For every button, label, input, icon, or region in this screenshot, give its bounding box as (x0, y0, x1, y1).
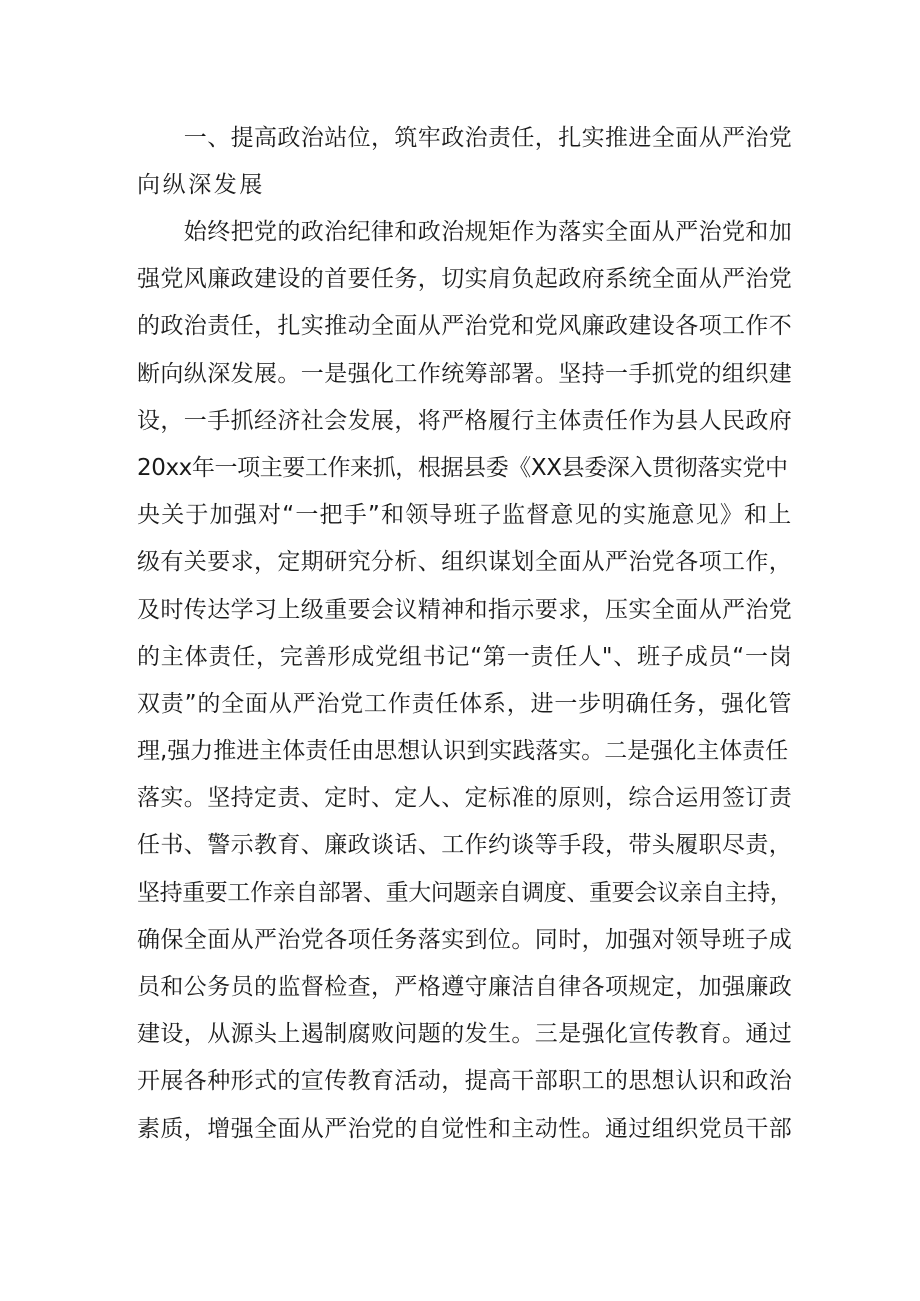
paragraph-line: 建设，从源头上遏制腐败问题的发生。三是强化宣传教育。通过 (137, 1021, 793, 1048)
paragraph-line: 设，一手抓经济社会发展，将严格履行主体责任作为县人民政府 (137, 407, 793, 434)
paragraph-line: 的主体责任，完善形成党组书记“第一责任人"、班子成员“一岗 (137, 643, 793, 670)
heading-line: 一、提高政治站位，筑牢政治责任，扎实推进全面从严治党 (137, 125, 793, 151)
section-heading (137, 119, 793, 213)
paragraph-line: 双责”的全面从严治党工作责任体系，进一步明确任务，强化管 (137, 690, 793, 717)
paragraph-line: 员和公务员的监督检查，严格遵守廉洁自律各项规定，加强廉政 (137, 974, 793, 1000)
paragraph-line: 坚持重要工作亲自部署、重大问题亲自调度、重要会议亲自主持， (137, 879, 793, 906)
paragraph-line: 开展各种形式的宣传教育活动，提高干部职工的思想认识和政治 (137, 1068, 793, 1095)
paragraph-line: 央关于加强对“一把手”和领导班子监督意见的实施意见》和上 (137, 502, 793, 529)
paragraph-line: 素质，增强全面从严治党的自觉性和主动性。通过组织党员干部 (137, 1115, 793, 1142)
heading-line: 向纵深发展 (137, 172, 265, 199)
body-paragraph (137, 213, 793, 1157)
paragraph-line: 强党风廉政建设的首要任务，切实肩负起政府系统全面从严治党 (137, 266, 793, 293)
paragraph-line: 级有关要求，定期研究分析、组织谋划全面从严治党各项工作， (137, 549, 793, 576)
paragraph-line: 的政治责任，扎实推动全面从严治党和党风廉政建设各项工作不 (137, 313, 793, 340)
paragraph-line: 断向纵深发展。一是强化工作统筹部署。坚持一手抓党的组织建 (137, 360, 793, 387)
paragraph-line: 落实。坚持定责、定时、定人、定标准的原则，综合运用签订责 (137, 785, 793, 812)
paragraph-line: 及时传达学习上级重要会议精神和指示要求，压实全面从严治党 (137, 596, 793, 623)
paragraph-line: 确保全面从严治党各项任务落实到位。同时，加强对领导班子成 (137, 926, 793, 953)
paragraph-line: 20xx年一项主要工作来抓，根据县委《XX县委深入贯彻落实党中 (137, 454, 788, 481)
paragraph-line: 始终把党的政治纪律和政治规矩作为落实全面从严治党和加 (137, 219, 793, 245)
paragraph-line: 理,强力推进主体责任由思想认识到实践落实。二是强化主体责任 (137, 738, 789, 765)
paragraph-line: 任书、警示教育、廉政谈话、工作约谈等手段，带头履职尽责， (137, 832, 793, 859)
